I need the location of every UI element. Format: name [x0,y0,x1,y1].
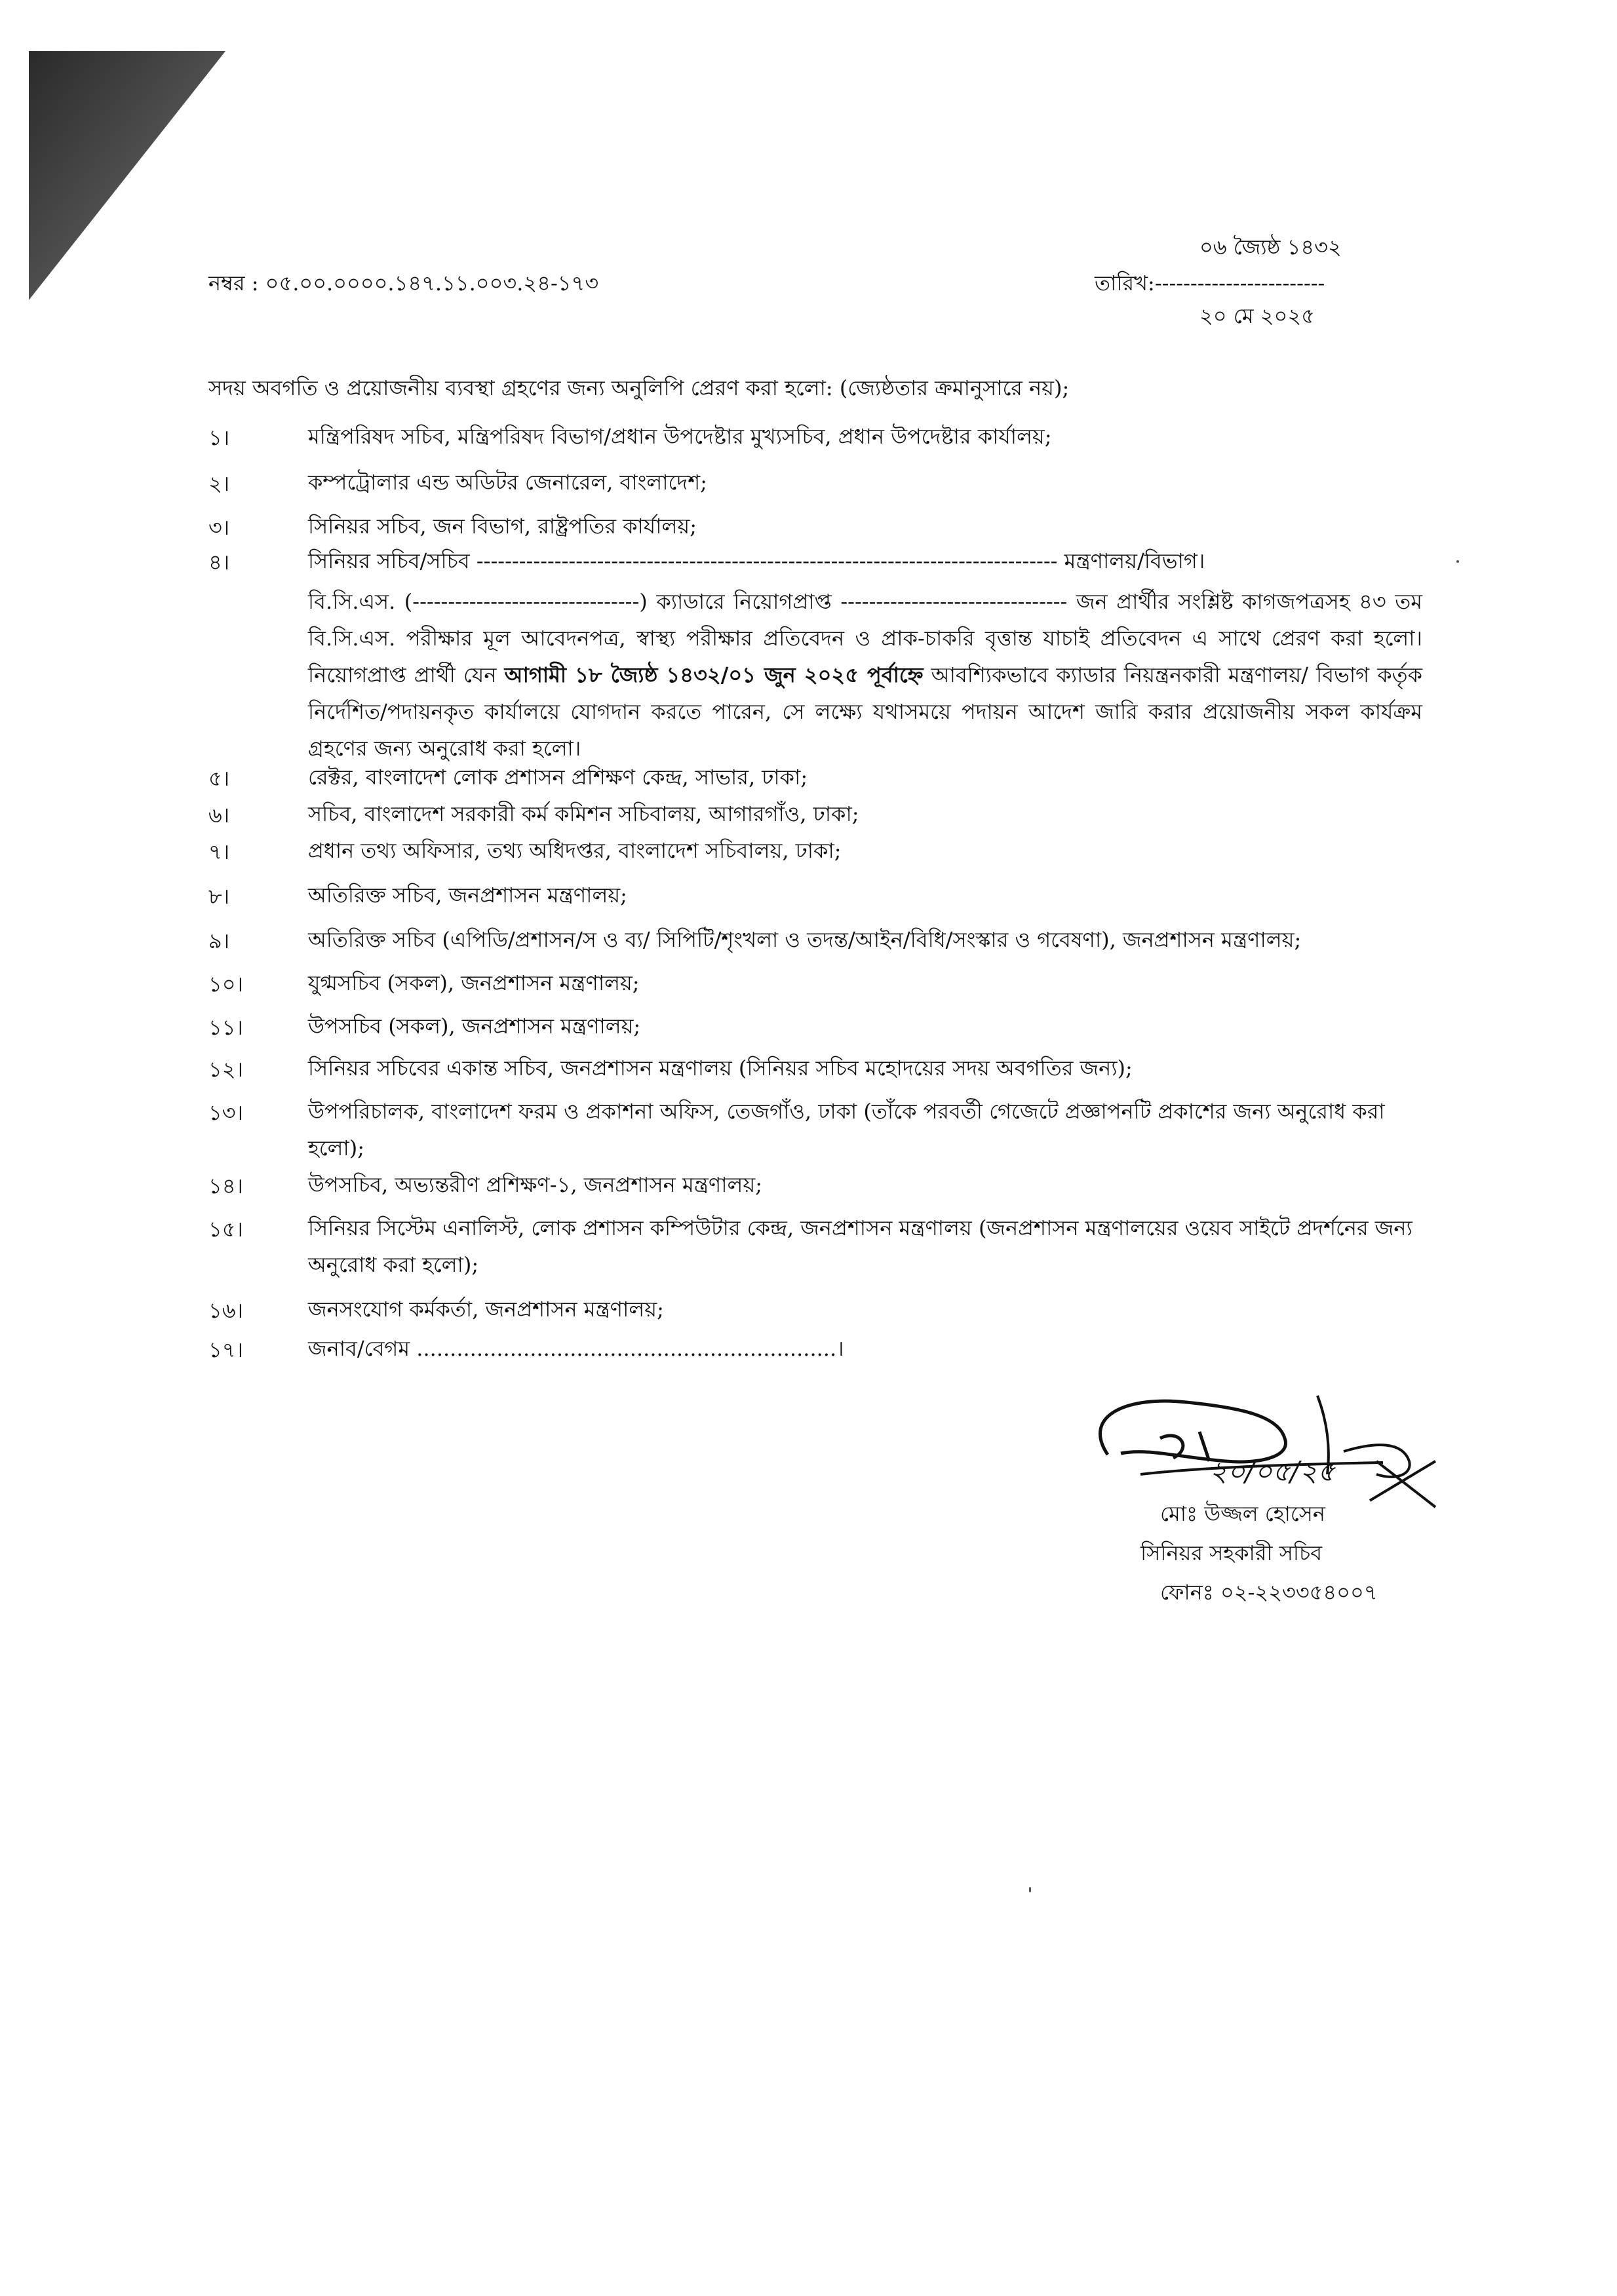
item-number: ৯। [208,928,230,953]
item-number: ১৫। [208,1217,243,1242]
item-number: ১। [208,425,230,450]
scan-speck [1456,560,1459,563]
item-number: ১১। [208,1015,243,1040]
item-text: রেক্টর, বাংলাদেশ লোক প্রশাসন প্রশিক্ষণ কেন্দ্র, সাভার, ঢাকা; [308,765,808,790]
item-text: জনসংযোগ কর্মকর্তা, জনপ্রশাসন মন্ত্রণালয়; [308,1297,664,1322]
item-text: মন্ত্রিপরিষদ সচিব, মন্ত্রিপরিষদ বিভাগ/প্রধান উপদেষ্টার মুখ্যসচিব, প্রধান উপদেষ্টার কার্যালয়; [308,424,1052,449]
item-number: ৫। [208,766,230,791]
reference-number: নম্বর : ০৫.০০.০০০০.১৪৭.১১.০০৩.২৪-১৭৩ [208,271,599,296]
item-text: উপসচিব, অভ্যন্তরীণ প্রশিক্ষণ-১, জনপ্রশাসন মন্ত্রণালয়; [308,1172,763,1197]
signature-block [1068,1376,1462,1612]
item-text: যুগ্মসচিব (সকল), জনপ্রশাসন মন্ত্রণালয়; [308,970,640,995]
folded-corner-shadow [29,51,225,300]
scan-speck [1029,1887,1031,1892]
signatory-name: মোঃ উজ্জল হোসেন [1160,1501,1325,1526]
paragraph-text-2: আবশ্যিকভাবে ক্যাডার নিয়ন্ত্রনকারী মন্ত্রণালয়/ বিভাগ কর্তৃক নির্দেশিত/পদায়নকৃত কার্যালয়ে যোগদান করতে পারেন, সে লক্ষ্যে যথাসময়ে পদায়ন আদেশ জারি করার প্রয়োজনীয় সকল কার্যক্রম গ্রহণের জন্য অনুরোধ করা হলো। [308,662,1422,761]
item-text: সিনিয়র সিস্টেম এনালিস্ট, লোক প্রশাসন কম্পিউটার কেন্দ্র, জনপ্রশাসন মন্ত্রণালয় (জনপ্রশাসন মন্ত্রণালয়ের ওয়েব সাইটে প্রদর্শনের জন্য অনুরোধ করা হলো); [308,1215,1412,1277]
item-text: উপসচিব (সকল), জনপ্রশাসন মন্ত্রণালয়; [308,1014,641,1039]
date-label: তারিখ:------------------------ [1095,271,1325,296]
item-text: কম্পট্রোলার এন্ড অডিটর জেনারেল, বাংলাদেশ; [308,470,707,495]
item-number: ১৭। [208,1337,244,1362]
item-text: উপপরিচালক, বাংলাদেশ ফরম ও প্রকাশনা অফিস, তেজগাঁও, ঢাকা (তাঁকে পরবর্তী গেজেটে প্রজ্ঞাপনটি প্রকাশের জন্য অনুরোধ করা হলো); [308,1099,1385,1160]
item-text: অতিরিক্ত সচিব, জনপ্রশাসন মন্ত্রণালয়; [308,883,627,908]
item-number: ৬। [208,803,230,828]
body-paragraph [308,583,1422,767]
signature-date: ২০/০৫/২৫ [1209,1455,1336,1487]
paragraph-text-1: বি.সি.এস. (--------------------------------) ক্যাডারে নিয়োগপ্রাপ্ত -------------------------------- জন প্রার্থীর সংশ্লিষ্ট কাগজপত্রসহ ৪৩ তম বি.সি.এস. পরীক্ষার মূল আবেদনপত্র, স্বাস্থ্য পরীক্ষার প্রতিবেদন ও প্রাক-চাকরি বৃত্তান্ত যাচাই প্রতিবেদন এ সাথে প্রেরণ করা হলো। নিয়োগপ্রাপ্ত প্রার্থী যেন [308,589,1422,687]
item-number: ৪। [208,550,230,575]
item-number: ১৩। [208,1100,244,1125]
item-number: ২। [208,471,230,496]
item-text: প্রধান তথ্য অফিসার, তথ্য অধিদপ্তর, বাংলাদেশ সচিবালয়, ঢাকা; [308,838,842,863]
paragraph-deadline: আগামী ১৮ জ্যৈষ্ঠ ১৪৩২/০১ জুন ২০২৫ পূর্বাহ্নে [504,662,924,687]
item-number: ১২। [208,1057,244,1082]
item-number: ১০। [208,972,244,997]
item-number: ৭। [208,839,230,864]
item-text: সিনিয়র সচিব/সচিব ---------------------------------------------------------------------------------- মন্ত্রণালয়/বিভাগ। [308,548,1205,573]
date-bengali: ০৬ জ্যৈষ্ঠ ১৪৩২ [1199,235,1342,259]
item-number: ৮। [208,884,230,909]
item-number: ১৬। [208,1298,244,1323]
item-text: সিনিয়র সচিবের একান্ত সচিব, জনপ্রশাসন মন্ত্রণালয় (সিনিয়র সচিব মহোদয়ের সদয় অবগতির জন্য); [308,1056,1133,1081]
item-text: সিনিয়র সচিব, জন বিভাগ, রাষ্ট্রপতির কার্যালয়; [308,514,697,539]
date-gregorian: ২০ মে ২০২৫ [1199,303,1315,328]
item-text: সচিব, বাংলাদেশ সরকারী কর্ম কমিশন সচিবালয়, আগারগাঁও, ঢাকা; [308,801,859,826]
item-number: ১৪। [208,1174,243,1198]
item-number: ৩। [208,515,230,540]
signatory-phone: ফোনঃ ০২-২২৩৩৫৪০০৭ [1160,1580,1378,1605]
signatory-title: সিনিয়র সহকারী সচিব [1140,1540,1323,1565]
item-text: অতিরিক্ত সচিব (এপিডি/প্রশাসন/স ও ব্য/ সিপিটি/শৃংখলা ও তদন্ত/আইন/বিধি/সংস্কার ও গবেষণা), জনপ্রশাসন মন্ত্রণালয়; [308,927,1302,952]
intro-line: সদয় অবগতি ও প্রয়োজনীয় ব্যবস্থা গ্রহণের জন্য অনুলিপি প্রেরণ করা হলো: (জ্যেষ্ঠতার ক্রমানুসারে নয়); [208,375,1070,400]
item-text: জনাব/বেগম ...............................................................। [308,1336,844,1361]
